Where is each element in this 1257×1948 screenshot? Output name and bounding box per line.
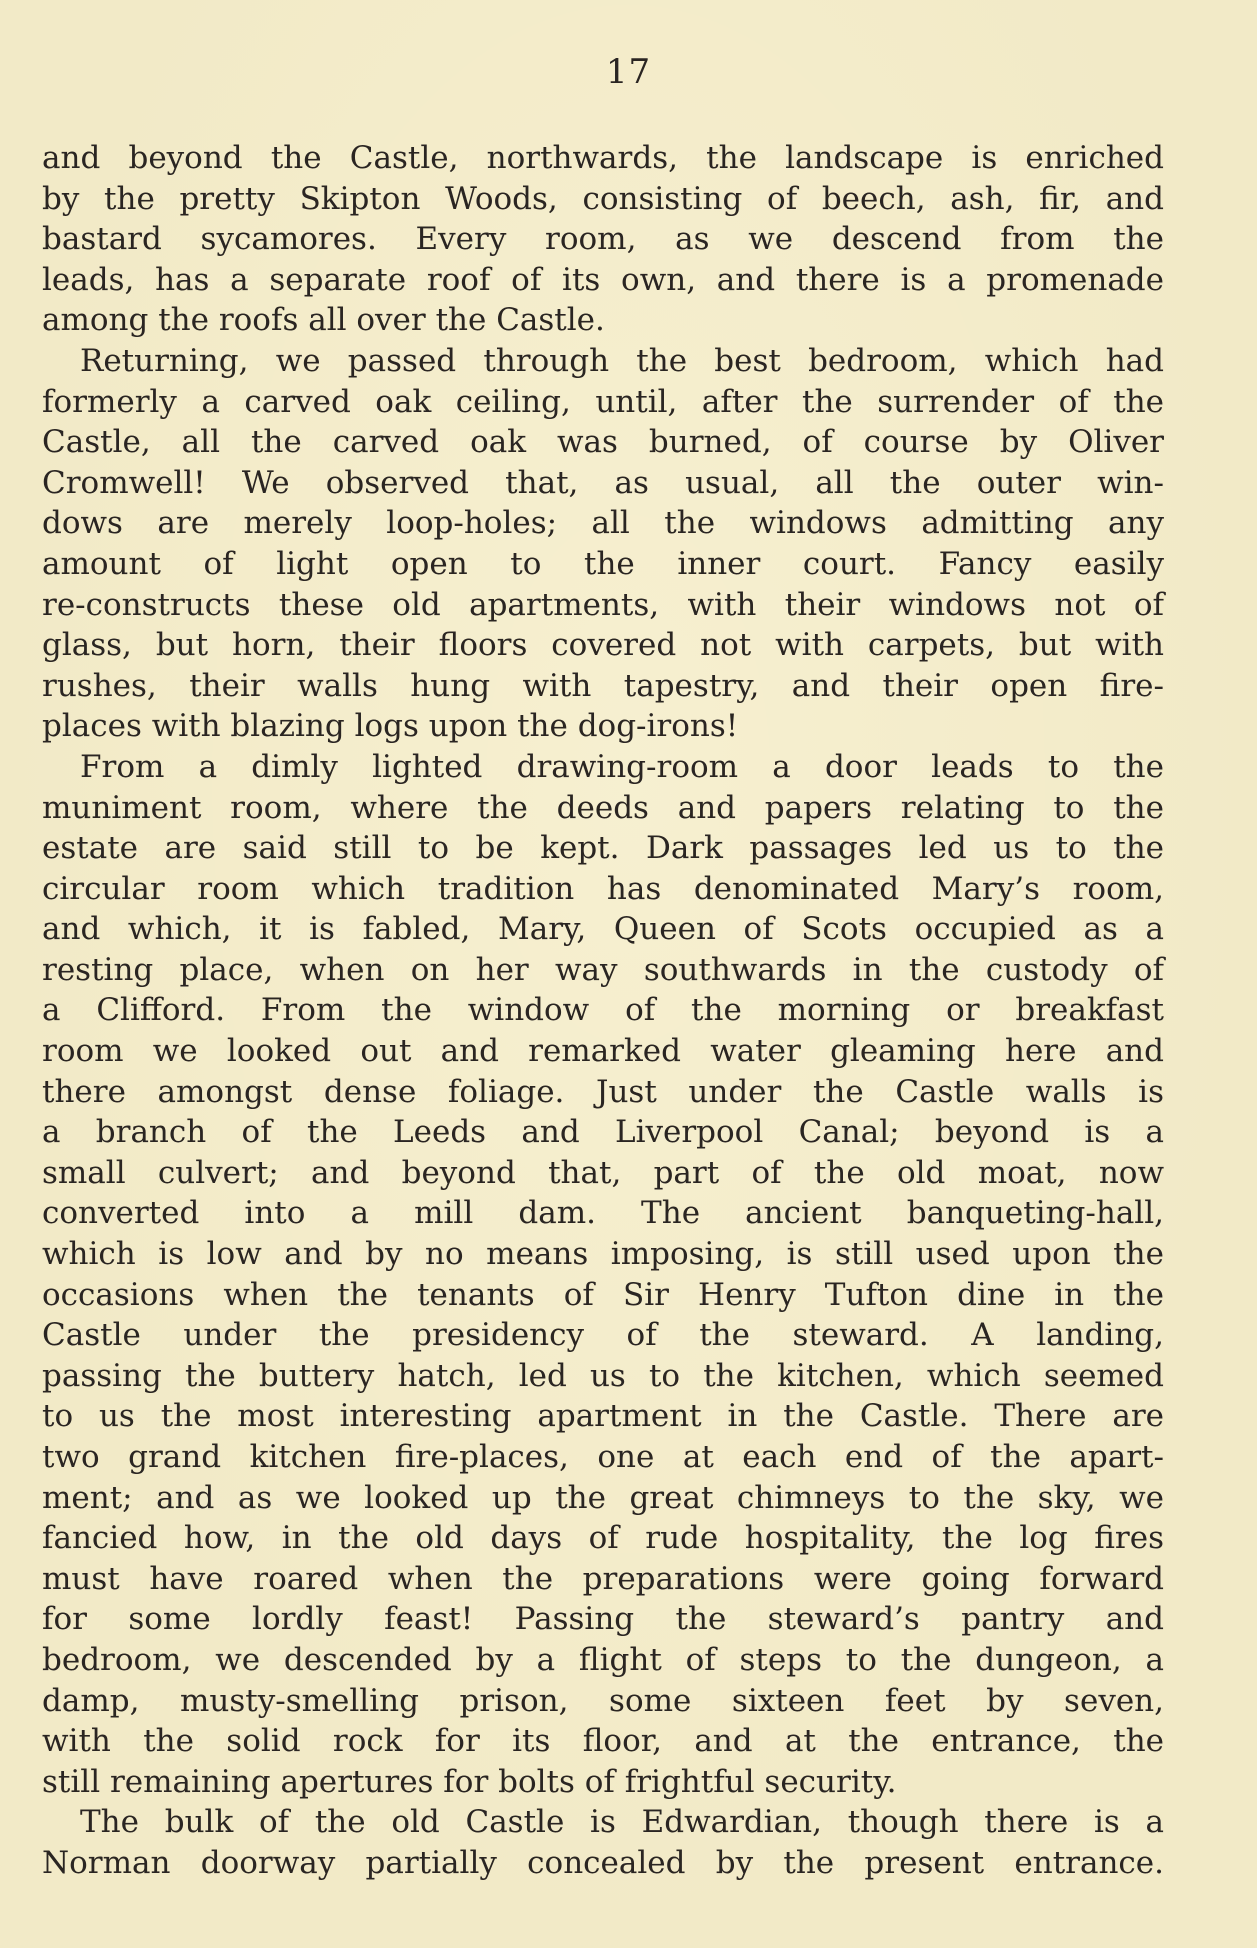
text-line: must have roared when the preparations were going forward [42,1560,1164,1597]
text-line: small culvert; and beyond that, part of the old moat, now [42,1154,1164,1191]
text-line: amount of light open to the inner court. Fancy easily [42,545,1164,582]
text-line: among the roofs all over the Castle. [42,302,605,339]
text-line: The bulk of the old Castle is Edwardian, though there is a [80,1804,1164,1841]
text-line: Castle, all the carved oak was burned, of course by Oliver [42,424,1164,461]
text-line: and beyond the Castle, northwards, the landscape is enriched [42,140,1164,176]
text-line: formerly a carved oak ceiling, until, after the surrender of the [42,383,1164,420]
text-line: Norman doorway partially concealed by the present entrance. [42,1844,1164,1881]
text-line: passing the buttery hatch, led us to the kitchen, which seemed [42,1357,1164,1394]
text-line: resting place, when on her way southwards in the custody of [42,951,1164,988]
text-line: fancied how, in the old days of rude hospitality, the log fires [42,1520,1164,1557]
text-line: a Clifford. From the window of the morning or breakfast [42,992,1164,1029]
text-line: Returning, we passed through the best bedroom, which had [80,342,1164,379]
text-line: dows are merely loop-holes; all the windows admitting any [42,505,1164,542]
text-line: which is low and by no means imposing, is still used upon the [42,1236,1164,1273]
text-line: room we looked out and remarked water gleaming here and [42,1033,1164,1070]
text-line: Castle under the presidency of the steward. A landing, [42,1317,1164,1354]
text-line: bedroom, we descended by a flight of steps to the dungeon, a [42,1641,1164,1678]
text-line: leads, has a separate roof of its own, and there is a promenade [42,261,1164,298]
paragraph [42,747,1164,1802]
text-line: occasions when the tenants of Sir Henry Tufton dine in the [42,1276,1164,1313]
text-line: circular room which tradition has denominated Mary’s room, [42,870,1164,907]
text-line: re-constructs these old apartments, with their windows not of [42,586,1164,623]
text-line: there amongst dense foliage. Just under the Castle walls is [42,1073,1164,1110]
text-line: by the pretty Skipton Woods, consisting of beech, ash, fir, and [42,180,1164,217]
text-line: still remaining apertures for bolts of frightful security. [42,1763,897,1800]
text-line: Cromwell! We observed that, as usual, all the outer win- [42,464,1164,501]
text-line: From a dimly lighted drawing-room a door leads to the [80,748,1164,785]
body-text [42,138,1164,1884]
text-line: places with blazing logs upon the dog-irons! [42,708,739,745]
text-line: damp, musty-smelling prison, some sixteen feet by seven, [42,1682,1164,1719]
text-line: for some lordly feast! Passing the steward’s pantry and [42,1601,1164,1638]
text-line: two grand kitchen fire-places, one at each end of the apart- [42,1439,1164,1475]
text-line: to us the most interesting apartment in the Castle. There are [42,1398,1164,1435]
paragraph [42,138,1164,341]
text-line: with the solid rock for its floor, and at the entrance, the [42,1723,1164,1760]
text-line: muniment room, where the deeds and papers relating to the [42,789,1164,826]
text-line: and which, it is fabled, Mary, Queen of Scots occupied as a [42,911,1164,948]
paragraph [42,341,1164,747]
paragraph [42,1802,1164,1883]
text-line: a branch of the Leeds and Liverpool Canal; beyond is a [42,1114,1164,1151]
page-number: 17 [605,52,652,92]
text-line: bastard sycamores. Every room, as we descend from the [42,221,1164,258]
text-line: glass, but horn, their floors covered not with carpets, but with [42,627,1164,664]
text-line: estate are said still to be kept. Dark passages led us to the [42,830,1164,867]
text-line: rushes, their walls hung with tapestry, and their open fire- [42,667,1164,704]
text-line: converted into a mill dam. The ancient banqueting-hall, [42,1195,1164,1232]
text-line: ment; and as we looked up the great chimneys to the sky, we [42,1479,1164,1516]
